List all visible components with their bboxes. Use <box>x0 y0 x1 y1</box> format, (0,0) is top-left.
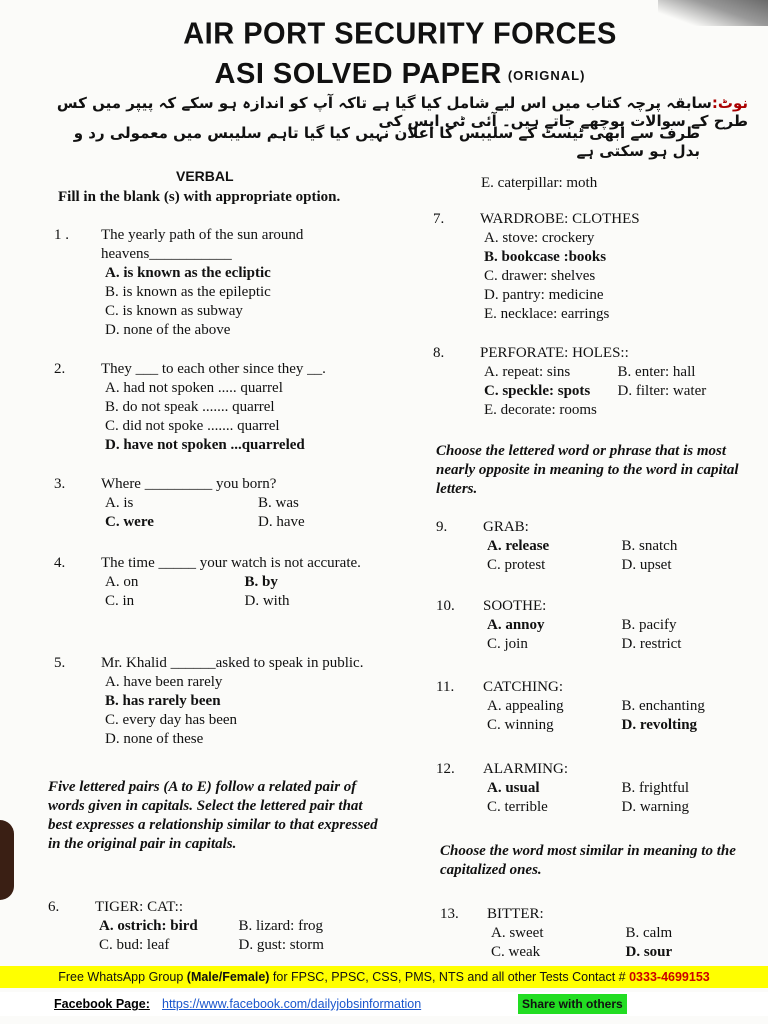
share-badge: Share with others <box>518 994 627 1014</box>
question-text: WARDROBE: CLOTHES <box>480 211 640 227</box>
option-e: E. decorate: rooms <box>484 402 597 418</box>
question-number: 10. <box>436 598 455 614</box>
instruction-opposite: Choose the lettered word or phrase that is most nearly opposite in meaning to the word in capital letters. <box>436 443 739 497</box>
option-c: C. every day has been <box>105 712 238 728</box>
banner-text-pre: Free WhatsApp Group <box>58 970 187 984</box>
facebook-footer <box>0 992 768 1016</box>
question-text: The yearly path of the sun around heavens___________ <box>101 227 304 262</box>
subtitle-text: ASI SOLVED PAPER <box>214 58 502 90</box>
option-c: C. join <box>487 636 528 652</box>
urdu-note-line-2: طرف سے ابھی ٹیسٹ کے سلیبس کا اعلان نہیں کیا گیا تاہم سلیبس میں معمولی رد و بدل ہو سکتی ہے <box>73 124 700 160</box>
question-5 <box>54 654 384 749</box>
option-b: B. enchanting <box>621 698 705 714</box>
option-d: D. gust: storm <box>238 937 324 953</box>
question-text: SOOTHE: <box>483 598 547 614</box>
option-d: D. warning <box>621 799 689 815</box>
question-text: CATCHING: <box>483 679 564 695</box>
question-number: 6. <box>48 899 60 915</box>
question-text: ALARMING: <box>483 761 568 777</box>
question-3 <box>54 475 384 532</box>
option-a: A. repeat: sins <box>484 364 571 380</box>
option-a: A. is known as the ecliptic <box>105 265 271 281</box>
question-2 <box>54 360 384 455</box>
option-b: B. has rarely been <box>105 693 221 709</box>
option-d: D. sour <box>625 944 673 960</box>
facebook-page-link[interactable]: https://www.facebook.com/dailyjobsinformation <box>162 997 422 1011</box>
contact-number: 0333-4699153 <box>629 970 710 984</box>
option-b: B. was <box>258 495 299 511</box>
option-d: D. none of the above <box>105 322 231 338</box>
option-c: C. did not spoke ....... quarrel <box>105 418 280 434</box>
option-c: C. is known as subway <box>105 303 243 319</box>
option-a: A. is <box>105 495 134 511</box>
banner-text-mid: for FPSC, PPSC, CSS, PMS, NTS and all other Tests Contact # <box>269 970 630 984</box>
option-d: D. none of these <box>105 731 204 747</box>
question-text: They ___ to each other since they __. <box>101 361 326 377</box>
question-number: 8. <box>433 345 445 361</box>
option-d: D. filter: water <box>617 383 707 399</box>
question-text: Where _________ you born? <box>101 476 277 492</box>
question-text: TIGER: CAT:: <box>95 899 184 915</box>
question-number: 3. <box>54 476 66 492</box>
question-number: 9. <box>436 519 448 535</box>
option-b: B. do not speak ....... quarrel <box>105 399 275 415</box>
question-12 <box>436 760 756 817</box>
option-d: D. upset <box>621 557 672 573</box>
option-c: C. in <box>105 593 135 609</box>
question-number: 7. <box>433 211 445 227</box>
question-text: The time _____ your watch is not accurate. <box>101 555 361 571</box>
option-b: B. by <box>244 574 278 590</box>
option-d: D. with <box>244 593 290 609</box>
option-a: A. ostrich: bird <box>99 918 198 934</box>
option-c: C. bud: leaf <box>99 937 170 953</box>
option-e: E. necklace: earrings <box>484 306 610 322</box>
question-number: 2. <box>54 361 66 377</box>
option-c: C. were <box>105 514 154 530</box>
option-c: C. drawer: shelves <box>484 268 596 284</box>
question-number: 11. <box>436 679 455 695</box>
question-9 <box>436 518 756 575</box>
option-d: D. restrict <box>621 636 682 652</box>
option-a: A. usual <box>487 780 540 796</box>
option-a: A. had not spoken ..... quarrel <box>105 380 283 396</box>
option-c: C. protest <box>487 557 546 573</box>
paper-subtitle <box>0 58 768 91</box>
question-number: 12. <box>436 761 455 777</box>
option-a: A. appealing <box>487 698 564 714</box>
question-8 <box>433 344 753 420</box>
option-c: C. weak <box>491 944 541 960</box>
subtitle-tag: (ORIGNAL) <box>507 67 586 83</box>
question-13 <box>440 905 760 962</box>
option-b: B. calm <box>625 925 673 941</box>
question-1 <box>54 226 374 340</box>
question-text: Mr. Khalid ______asked to speak in public. <box>101 655 364 671</box>
question-number: 1 . <box>54 227 69 243</box>
section-title <box>176 167 234 187</box>
question-number: 5. <box>54 655 66 671</box>
option-a: A. stove: crockery <box>484 230 595 246</box>
urdu-note-label: نوٹ: <box>711 94 748 112</box>
banner-text-bold: (Male/Female) <box>186 970 270 984</box>
question-6-option-e: E. caterpillar: moth <box>481 175 598 191</box>
option-d: D. revolting <box>621 717 698 733</box>
question-text: PERFORATE: HOLES:: <box>480 345 629 361</box>
option-a: A. sweet <box>491 925 544 941</box>
urdu-note-text-1: سابقہ پرچہ کتاب میں اس لیے شامل کیا گیا ہے تاکہ آپ کو اندازہ ہو سکے کہ پیپر میں کس طرح کے سوالات پوچھے جاتے ہیں۔ آئی ٹی ایس کی <box>56 94 748 130</box>
whatsapp-banner <box>0 966 768 988</box>
facebook-label: Facebook Page: <box>54 997 150 1011</box>
option-a: A. annoy <box>487 617 545 633</box>
question-text: BITTER: <box>487 906 544 922</box>
option-b: B. enter: hall <box>617 364 696 380</box>
question-11 <box>436 678 756 735</box>
option-b: B. frightful <box>621 780 689 796</box>
option-d: D. have <box>258 514 305 530</box>
option-a: A. on <box>105 574 139 590</box>
question-number: 13. <box>440 906 459 922</box>
option-d: D. pantry: medicine <box>484 287 604 303</box>
question-7 <box>433 210 753 324</box>
option-b: B. bookcase :books <box>484 249 607 265</box>
paper-title: AIR PORT SECURITY FORCES <box>183 17 617 51</box>
option-a: A. release <box>487 538 550 554</box>
option-b: B. snatch <box>621 538 678 554</box>
option-c: C. speckle: spots <box>484 383 591 399</box>
instruction-analogy: Five lettered pairs (A to E) follow a related pair of words given in capitals. Select the lettered pair that best expresses a relationship similar to that expressed in the original pair in capitals. <box>48 779 378 852</box>
instruction-similar: Choose the word most similar in meaning to the capitalized ones. <box>440 843 736 878</box>
option-c: C. terrible <box>487 799 548 815</box>
option-d: D. have not spoken ...quarreled <box>105 437 305 453</box>
question-text: GRAB: <box>483 519 529 535</box>
question-number: 4. <box>54 555 66 571</box>
section-title-text: VERBAL <box>176 168 234 184</box>
question-6 <box>48 898 378 955</box>
option-b: B. lizard: frog <box>238 918 324 934</box>
question-4 <box>54 554 384 611</box>
option-a: A. have been rarely <box>105 674 223 690</box>
instruction-fill-blanks: Fill in the blank (s) with appropriate option. <box>58 189 341 205</box>
binding-shadow <box>0 820 14 900</box>
option-c: C. winning <box>487 717 554 733</box>
option-b: B. is known as the epileptic <box>105 284 271 300</box>
option-b: B. pacify <box>621 617 677 633</box>
question-10 <box>436 597 756 654</box>
